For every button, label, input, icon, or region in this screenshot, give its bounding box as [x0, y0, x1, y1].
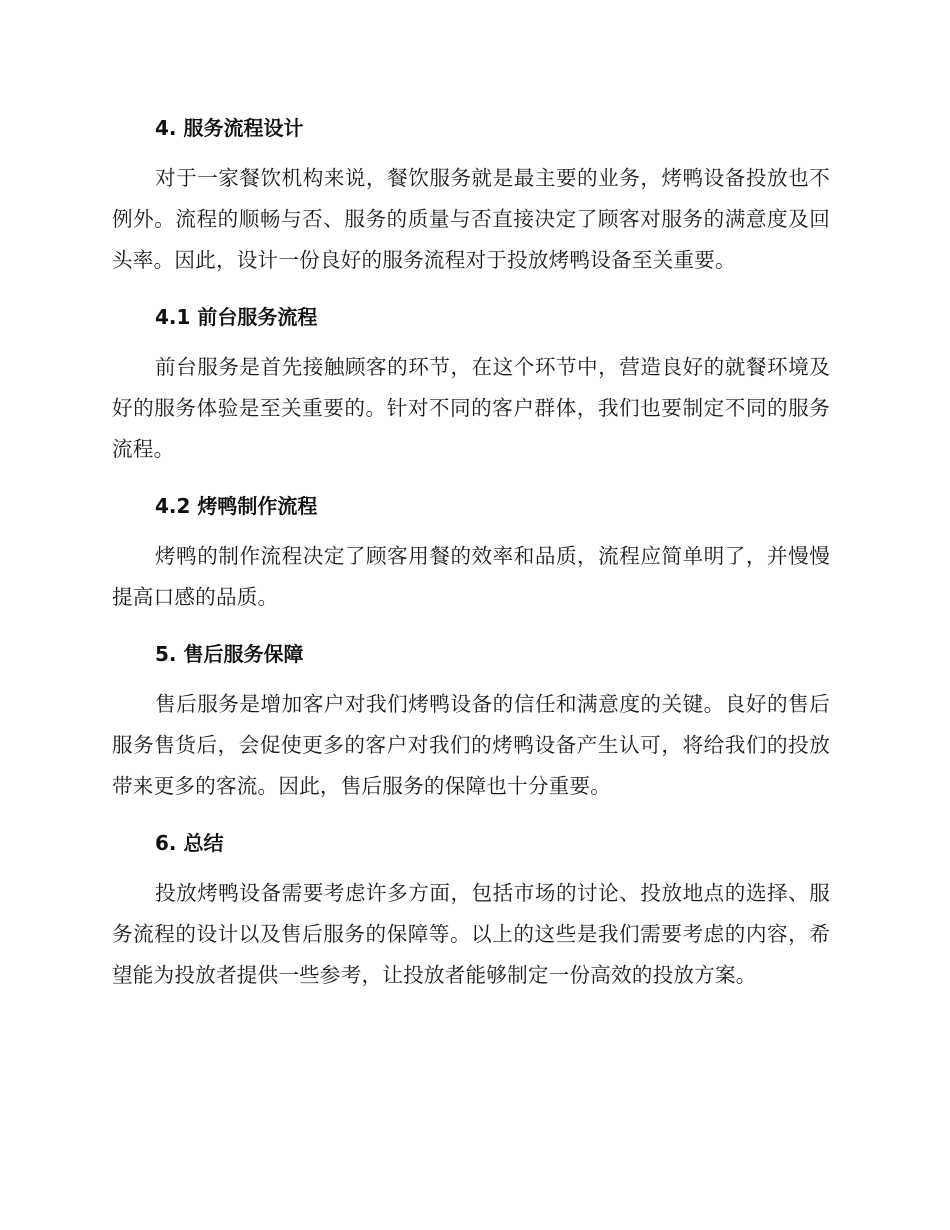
section-paragraph: 投放烤鸭设备需要考虑许多方面，包括市场的讨论、投放地点的选择、服务流程的设计以及售后服务的保障等。以上的这些是我们需要考虑的内容，希望能为投放者提供一些参考，让投放者能够制定一份高效的投放方案。	[112, 881, 830, 987]
section-heading: 4. 服务流程设计	[155, 116, 304, 140]
section-paragraph: 售后服务是增加客户对我们烤鸭设备的信任和满意度的关键。良好的售后服务售货后，会促使更多的客户对我们的烤鸭设备产生认可，将给我们的投放带来更多的客流。因此，售后服务的保障也十分重要。	[112, 692, 830, 798]
section-paragraph: 对于一家餐饮机构来说，餐饮服务就是最主要的业务，烤鸭设备投放也不例外。流程的顺畅与否、服务的质量与否直接决定了顾客对服务的满意度及回头率。因此，设计一份良好的服务流程对于投放烤鸭设备至关重要。	[112, 166, 830, 272]
section-roast-duck-production	[112, 486, 830, 618]
section-service-process	[112, 108, 830, 281]
section-heading: 5. 售后服务保障	[155, 642, 304, 666]
section-front-desk	[112, 297, 830, 470]
section-heading: 6. 总结	[155, 831, 224, 855]
document-page	[112, 108, 830, 1012]
section-paragraph: 前台服务是首先接触顾客的环节，在这个环节中，营造良好的就餐环境及好的服务体验是至关重要的。针对不同的客户群体，我们也要制定不同的服务流程。	[112, 355, 830, 461]
section-after-sales	[112, 634, 830, 807]
section-heading: 4.1 前台服务流程	[155, 305, 318, 329]
section-summary	[112, 823, 830, 996]
section-heading: 4.2 烤鸭制作流程	[155, 494, 318, 518]
section-paragraph: 烤鸭的制作流程决定了顾客用餐的效率和品质，流程应简单明了，并慢慢提高口感的品质。	[112, 544, 830, 609]
